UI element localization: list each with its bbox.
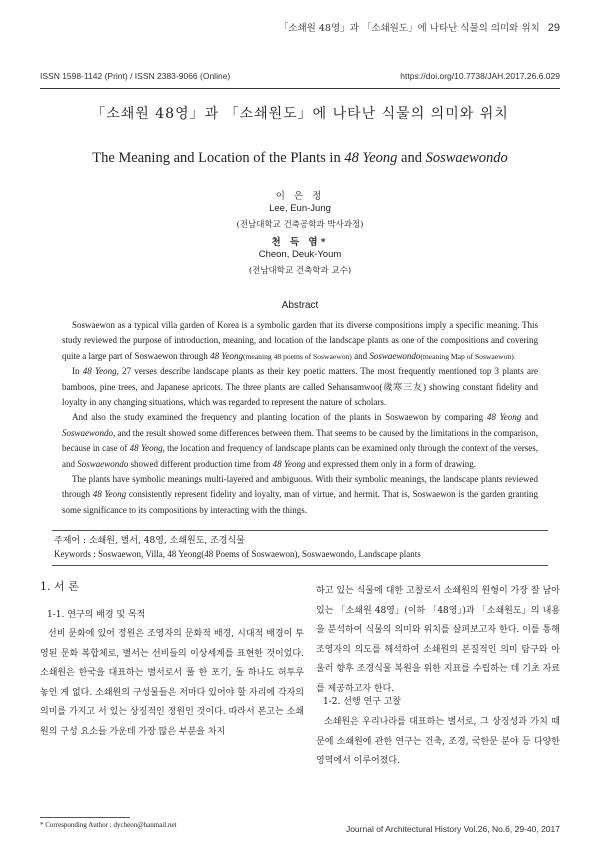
doi-link[interactable]: https://doi.org/10.7738/JAH.2017.26.6.029 (400, 71, 560, 81)
text-run: The plants have symbolic meanings multi-layered and ambiguous. With their symbolic meanings, the landscape plants reviewed through (62, 474, 538, 500)
right-column-text-2 (316, 713, 560, 772)
text-run: And also the study examined the frequency and planting location of the plants in Soswaewon by comparing (72, 412, 487, 423)
corresponding-author-footnote: * Corresponding Author : dycheon@hanmail.net (40, 821, 177, 829)
keywords-top-rule (52, 530, 548, 531)
body-paragraph: 소쇄원은 우리나라를 대표하는 별서로, 그 상징성과 가치 때문에 소쇄원에 관한 연구는 건축, 조경, 국한문 분야 등 다양한 영역에서 이루어졌다. (316, 717, 560, 767)
keywords-bottom-rule (52, 565, 548, 566)
abstract-paragraph (62, 410, 538, 472)
english-title-italic: Soswaewondo (425, 150, 508, 166)
text-run: and (351, 350, 370, 361)
korean-keywords: 주제어 : 소쇄원, 별서, 48영, 소쇄원도, 조경식물 (54, 536, 245, 546)
korean-title: 「소쇄원 48영」과 「소쇄원도」에 나타난 식물의 의미와 위치 (91, 106, 509, 122)
author-2-korean-name: 천 득 염* (271, 237, 329, 248)
running-title: 「소쇄원 48영」과 「소쇄원도」에 나타난 식물의 의미와 위치 (278, 23, 540, 34)
text-run: , the location and frequency of landscape plants can be examined only through the context of the verses, and (62, 443, 538, 469)
section-heading: 1. 서 론 (40, 580, 79, 593)
english-title-italic: 48 Yeong (344, 150, 398, 166)
english-title-part: The Meaning and Location of the Plants in (92, 150, 345, 166)
author-2-affiliation: (전남대학교 건축학과 교수) (248, 266, 352, 276)
italic-term: Soswaewondo (62, 427, 114, 438)
abstract-paragraph (62, 364, 538, 410)
body-paragraph: 하고 있는 식물에 대한 고찰로서 소쇄원의 원형이 가장 잘 남아 있는 「소쇄원 48영」(이하 「48영」)과 「소쇄원도」의 내용을 분석하여 식물의 의미와 위치를 살펴보고자 한다. 이를 통해 조영자의 의도를 해석하여 소쇄원의 본질적인 의미 탐구와 아울러 향후 조경식물 복원을 위한 지표를 수립하는 데 기초 자료를 제공하고자 한다. (316, 586, 560, 694)
left-column-text (40, 625, 304, 743)
header-rule (40, 88, 560, 89)
italic-term: 48 Yeong (129, 443, 163, 454)
italic-term: 48 Yeong (486, 412, 522, 423)
issn-line: ISSN 1598-1142 (Print) / ISSN 2383-9066 (Online) (40, 71, 231, 81)
gloss: (meaning Map of Soswaewon). (420, 351, 516, 361)
body-paragraph: 선비 문화에 있어 정원은 조영자의 문화적 배경, 시대적 배경이 투영된 문화 복합체로, 별서는 선비들의 이상세계를 표현한 것이었다. 소쇄원은 한국을 대표하는 별서로서 풀 한 포기, 돌 하나도 허투루 놓인 게 없다. 소쇄원의 구성물들은 저마다 있어야 할 자리에 각자의 의미를 가지고 서 있는 상징적인 정원인 것이다. 따라서 본고는 소쇄원의 구성 요소들 가운데 가장 많은 부분을 차지 (40, 629, 304, 737)
text-run: showed different production time from (128, 458, 273, 469)
page-number: 29 (547, 22, 560, 34)
italic-term: 48 Yeong (92, 489, 127, 500)
subsection-heading: 1-2. 선행 연구 고찰 (323, 697, 402, 707)
text-run: consistently represent fidelity and loyalty, man of virtue, and hermit. That is, Soswaewon is the garden granting some significance to its compositions by interacting with the things. (62, 489, 538, 515)
author-1-korean-name: 이 은 정 (275, 191, 325, 202)
abstract-heading: Abstract (281, 300, 319, 311)
text-run: Soswaewon as a typical villa garden of Korea is a symbolic garden that its diverse compositions imply a specific meaning. This study reviewed the purpose of introduction, meaning, and location of the landscape plants as one of the compositions and covering quite a large part of Soswaewon through (62, 320, 538, 361)
running-header (279, 20, 560, 34)
english-title-part: and (397, 150, 426, 166)
author-1-english-name: Lee, Eun-Jung (269, 203, 331, 214)
italic-term: 48 Yeong (82, 366, 117, 377)
english-keywords: Keywords : Soswaewon, Villa, 48 Yeong(48 Poems of Soswaewon), Soswaewondo, Landscape plants (54, 549, 421, 559)
italic-term: Soswaewondo (77, 458, 129, 469)
italic-term: Soswaewondo (369, 350, 421, 361)
right-column-text (316, 582, 560, 700)
footnote-rule (40, 817, 130, 818)
text-run: , 27 verses describe landscape plants as their key poetic matters. The most frequently mentioned top 3 plants are bamboos, pine trees, and Japanese apricots. The three plants are called Sehansamwoo(歲寒三友) showing constant fidelity and loyalty in any changing situations, which was regarded to represent the nature of scholars. (62, 366, 538, 408)
subsection-heading: 1-1. 연구의 배경 및 목적 (47, 610, 146, 620)
author-1-affiliation: (전남대학교 건축공학과 박사과정) (236, 220, 364, 230)
text-run: and (521, 412, 538, 423)
text-run: and expressed them only in a form of drawing. (305, 458, 476, 469)
text-run: , and the result showed some differences between them. That seems to be caused by the limitations in the comparison, because in case of (62, 427, 538, 454)
gloss: (meaning 48 poems of Soswaewon) (243, 351, 352, 361)
english-title (0, 150, 600, 167)
text-run: In (72, 366, 83, 377)
journal-footer: Journal of Architectural History Vol.26, No.6, 29-40, 2017 (345, 824, 560, 834)
abstract-body (62, 318, 538, 518)
italic-term: 48 Yeong (272, 458, 306, 469)
abstract-paragraph (62, 472, 538, 518)
abstract-paragraph (62, 318, 538, 364)
italic-term: 48 Yeong (210, 350, 243, 361)
author-2-english-name: Cheon, Deuk-Youm (258, 249, 342, 260)
